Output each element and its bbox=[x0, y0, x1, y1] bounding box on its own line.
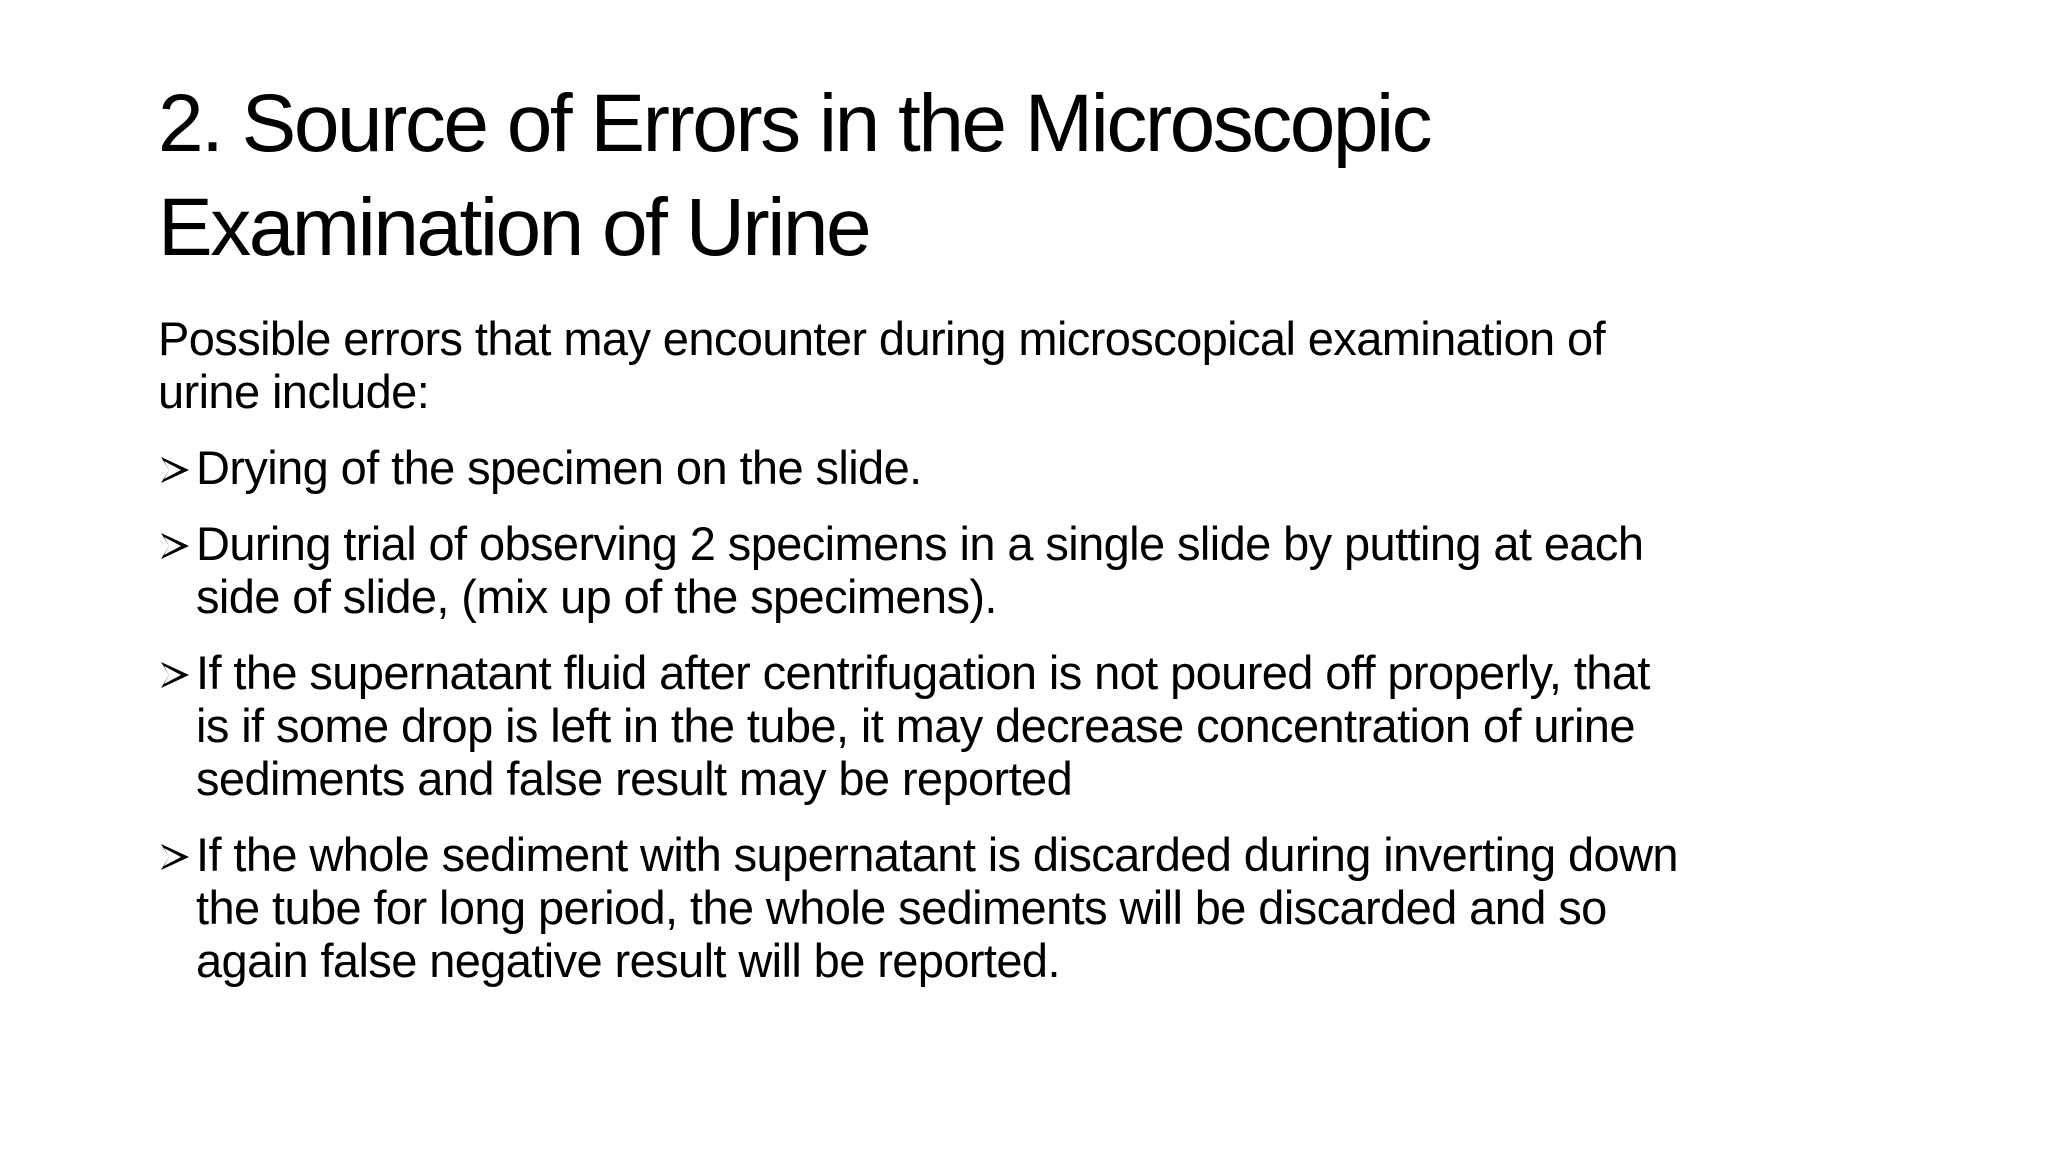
arrowhead-bullet-icon bbox=[158, 529, 192, 563]
bullet-line: If the whole sediment with supernatant is discarded during inverting down bbox=[196, 828, 1678, 881]
bullet-line: again false negative result will be reported. bbox=[196, 934, 1060, 987]
bullet-line: is if some drop is left in the tube, it may decrease concentration of urine bbox=[196, 699, 1635, 752]
title-line: 2. Source of Errors in the Microscopic bbox=[158, 78, 1431, 169]
bullet-item bbox=[158, 441, 1938, 494]
bullet-line: If the supernatant fluid after centrifugation is not poured off properly, that bbox=[196, 646, 1650, 699]
bullet-item bbox=[158, 828, 1938, 987]
arrowhead-bullet-icon bbox=[158, 658, 192, 692]
bullet-line: the tube for long period, the whole sediments will be discarded and so bbox=[196, 881, 1607, 934]
arrowhead-bullet-icon bbox=[158, 840, 192, 874]
intro-line: Possible errors that may encounter during microscopical examination of bbox=[158, 312, 1606, 365]
bullet-line: side of slide, (mix up of the specimens). bbox=[196, 570, 997, 623]
slide-title bbox=[158, 72, 1918, 280]
bullet-line: Drying of the specimen on the slide. bbox=[196, 441, 922, 494]
bullet-line: During trial of observing 2 specimens in a single slide by putting at each bbox=[196, 517, 1644, 570]
intro-line: urine include: bbox=[158, 365, 430, 418]
bullet-item bbox=[158, 646, 1938, 805]
intro-paragraph bbox=[158, 312, 1938, 418]
bullet-item bbox=[158, 517, 1938, 623]
title-line: Examination of Urine bbox=[158, 182, 870, 273]
arrowhead-bullet-icon bbox=[158, 453, 192, 487]
bullet-list bbox=[158, 441, 1938, 987]
bullet-line: sediments and false result may be reported bbox=[196, 752, 1073, 805]
slide-body bbox=[158, 312, 1938, 1010]
